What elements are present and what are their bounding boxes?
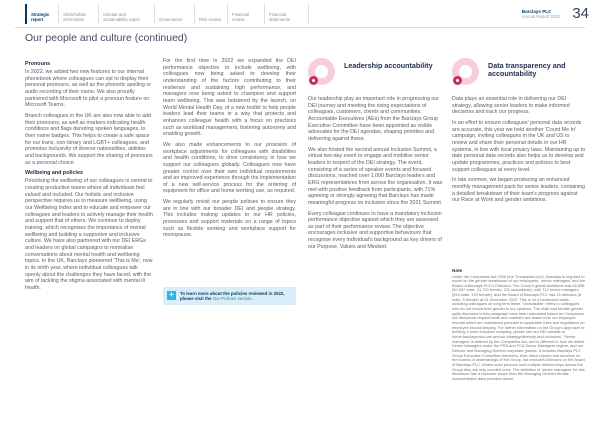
brand-block	[522, 9, 560, 20]
tab-strategic-report[interactable]	[25, 4, 58, 24]
heading-pronouns: Pronouns	[25, 61, 51, 67]
policies-info-box[interactable]	[163, 287, 296, 305]
paragraph: In 2022, we added two new features to our internal phonebook where colleagues can opt to display their personal pronouns, as well as the phonetic spelling or audio recording of their name. We also proudly partnered with Microsoft to pilot a pronoun feature on Microsoft Teams.	[25, 69, 152, 109]
tab-label: Financial review	[232, 11, 250, 22]
ring-badge-icon	[309, 76, 318, 85]
paragraph: Branch colleagues in the UK are also now able to add their pronouns, as well as markers indicating health conditions and flags denoting spoken languages, to their name badges. This helps to create a safe space for our trans, non-binary and LGBT+ colleagues, and promotes inclusivity of diverse nationalities, abilities and backgrounds. We support the sharing of pronouns as a personal choice.	[25, 113, 153, 166]
paragraph: We also hosted the second annual Inclusion Summit, a virtual two-day event to engage and mobilise senior leaders in respect of the DEI strategy. The event, consisting of a series of speaker events and focused discussions, reached over 1,000 Barclays leaders and ERG representatives from across the organisation. It was met with positive feedback from participants, with 71% agreeing or strongly agreeing that Barclays has made meaningful progress on inclusion since the 2021 Summit.	[308, 146, 443, 206]
column-leadership-accountability	[308, 58, 444, 254]
column-data-transparency	[452, 58, 586, 208]
column-pronouns	[25, 58, 153, 296]
note-text: Under the Companies Act 2006 (the 'Companies Act'), Barclays is required to report on the gender breakdown of our employees, 'senior managers' and the Board of Barclays PLC's Directors. The Group's global workforce was 92,898 (50,967 male, 41,720 female, 211 unavailable), with 712 senior managers (519 male, 193 female), and the Board of Barclays PLC had 13 directors (8 male, 5 female) at 31 December 2022. This is on a headcount basis, including colleagues on long-term leave. 'Unavailable' refers to colleagues who do not record their gender in our systems. The male and female gender splits disclosed in this paragraph have been calculated based on Companies Act disclosure requirements and numbers are drawn from our employee records which are maintained pursuant to applicable rules and regulations on employee record keeping. For further information on the Group's approach to building a more inclusive company, please see our DEI website at home.barclays/who-we-are/our-strategy/diversity-and-inclusion/. 'Senior managers' is defined by the Companies Act, and is different to how we define Senior Managers under the PRA and FCA Senior Managers regime, and our Director and Managing Director corporate grades. It includes Barclays PLC Group Executive Committee members, their direct reports and directors on the boards of undertakings of the Group, but excludes Directors on the Board of Barclays PLC. Where such persons hold multiple directorships across the Group they are only counted once. The definition of 'senior managers' for this disclosure has a narrower scope than the Managing Director female representation data provided above.	[452, 273, 585, 381]
tab-governance[interactable]	[154, 4, 194, 24]
dei-ring-data-icon	[452, 58, 479, 85]
column-wellbeing-continued	[163, 58, 296, 243]
plus-icon: +	[167, 291, 176, 300]
heading-wellbeing-policies: Wellbeing and policies	[25, 170, 84, 177]
brand-name: Barclays PLC	[521, 9, 552, 14]
paragraph: Every colleague continues to have a mandatory inclusion performance objective against which they are assessed as part of their performance review. The objective encourages inclusive and supportive behaviours that recognise every individual's background as key drivers of our Purpose, Values and Mindset.	[308, 210, 442, 250]
tab-shareholder-information[interactable]	[58, 4, 98, 24]
tab-label: Shareholder information	[63, 11, 87, 22]
paragraph: In an effort to ensure colleagues' personal data records are accurate, this year we held another 'Count Me In' campaign, inviting colleagues in the UK and US to review and share their personal details in our HR systems, in line with local privacy laws. Maintaining up to date personal data records also helps us to develop and update programmes, practices and policies to best support colleagues at every level.	[452, 119, 586, 173]
leadership-callout-header	[308, 58, 444, 85]
heading-data-transparency: Data transparency and accountability	[488, 61, 566, 79]
paragraph: Data plays an essential role in delivering our DEI strategy, allowing senior leaders to make informed decisions and track our progress.	[452, 96, 570, 116]
tab-financial-statements[interactable]	[264, 4, 309, 24]
info-box-text	[180, 291, 292, 302]
info-box-bold-text: To learn more about the policies reviewed in 2022, please visit the	[180, 290, 285, 301]
dei-ring-leadership-icon	[308, 58, 335, 85]
header-divider	[15, 27, 585, 28]
tab-label: Financial statements	[269, 11, 291, 22]
our-policies-link[interactable]: Our Policies section.	[212, 296, 253, 301]
tab-climate-sustainability-report[interactable]	[98, 4, 154, 24]
companies-act-note	[452, 268, 586, 382]
paragraph: We regularly revisit our people policies to ensure they are in line with our broader DEI and people strategy. This includes making updates to our HR policies, processes and support materials on a range of topics such as flexible working and workplace support for menopause.	[163, 199, 296, 239]
paragraph: For the first time in 2022 we expanded the DEI performance objective to include wellbeing, with colleagues now being asked to develop their understanding of the factors contributing to their resilience and sustaining high performance, and managers now being asked to champion and support team wellbeing. This was bolstered by the launch, on World Mental Health Day, of a new toolkit to help people leaders lead their teams in a way that protects and enhances colleague health with a focus on practices such as workload management, fostering autonomy and enabling growth.	[163, 58, 296, 138]
page-number: 34	[572, 5, 589, 22]
section-tabs	[25, 4, 309, 24]
ring-badge-icon	[453, 76, 462, 85]
tab-label: Governance	[159, 16, 183, 22]
tab-label: Climate and sustainability report	[103, 11, 141, 22]
tab-label: Strategic report	[31, 11, 50, 22]
paragraph: Prioritising the wellbeing of our colleagues is central to creating productive teams where all individuals feel valued and included. Our holistic and inclusive perspective requires us to measure wellbeing, using our Wellbeing Index and to educate and empower our colleagues and leaders to actively manage their health and support that of others. We continue to deploy training, which recognises the importance of mental wellbeing and building a supportive and inclusive culture. We have also partnered with our DEI ERGs and leaders on global campaigns to normalise conversations about mental health and wellbeing topics. In the UK, Barclays pioneered 'This is Me', now in its ninth year, where individual colleagues talk openly about the challenges they have faced, with the aim of tackling the stigma associated with mental ill health.	[25, 178, 153, 291]
paragraph: Our leadership play an important role in progressing our DEI journey and meeting the rising expectations of colleagues, customers, clients and communities. Accountable Executives (AEs) from the Barclays Group Executive Committee have been appointed as visible advocates for the DEI agendas, shaping priorities and delivering against these.	[308, 96, 440, 142]
data-callout-header	[452, 58, 586, 85]
tab-label: Risk review	[199, 16, 221, 22]
tab-financial-review[interactable]	[227, 4, 264, 24]
paragraph: In late summer, we began producing an enhanced monthly management pack for senior leaders, containing a detailed breakdown of their team's progress against our Race at Work and gender ambitions.	[452, 177, 586, 204]
paragraph: We also made enhancements to our provision of workplace adjustments for colleagues with disabilities and health conditions, to drive consistency in how we support our colleagues globally. Colleagues now have greater control over their own individual requirements and an improved experience through the implementation of a new self-service process for the ordering of equipment for office and home working use, as required.	[163, 141, 296, 195]
note-heading: Note	[452, 268, 463, 273]
heading-leadership-accountability: Leadership accountability	[344, 61, 433, 70]
tab-risk-review[interactable]	[194, 4, 227, 24]
page-title: Our people and culture (continued)	[25, 32, 188, 44]
brand-subtitle: Annual Report 2022	[521, 14, 560, 20]
page-header	[0, 0, 600, 27]
